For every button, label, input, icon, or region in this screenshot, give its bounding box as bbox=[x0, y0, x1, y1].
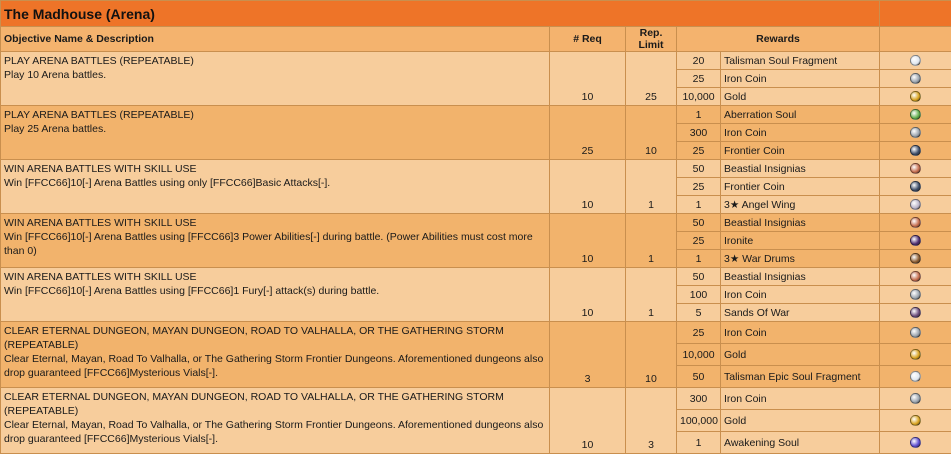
reward-quantity: 50 bbox=[677, 214, 721, 232]
beastial-insignia-icon bbox=[910, 163, 921, 174]
reward-quantity: 1 bbox=[677, 432, 721, 454]
reward-name: Sands Of War bbox=[721, 304, 880, 322]
req-count: 25 bbox=[550, 106, 626, 160]
objective-cell bbox=[1, 52, 550, 106]
objective-cell bbox=[1, 214, 550, 268]
reward-name: 3★ War Drums bbox=[721, 250, 880, 268]
reward-quantity: 25 bbox=[677, 232, 721, 250]
iron-coin-icon bbox=[910, 327, 921, 338]
awakening-soul-icon bbox=[910, 437, 921, 448]
req-count: 10 bbox=[550, 52, 626, 106]
reward-name: Talisman Epic Soul Fragment bbox=[721, 366, 880, 388]
reward-icon-cell bbox=[880, 70, 951, 88]
reward-icon-cell bbox=[880, 250, 951, 268]
reward-quantity: 100,000 bbox=[677, 410, 721, 432]
reward-icon-cell bbox=[880, 124, 951, 142]
reward-quantity: 100 bbox=[677, 286, 721, 304]
objective-cell bbox=[1, 388, 550, 454]
reward-name: Frontier Coin bbox=[721, 142, 880, 160]
objective-cell bbox=[1, 106, 550, 160]
reward-icon-cell bbox=[880, 432, 951, 454]
objective-cell bbox=[1, 268, 550, 322]
reward-name: Aberration Soul bbox=[721, 106, 880, 124]
title-row bbox=[1, 1, 951, 27]
sands-of-war-icon bbox=[910, 307, 921, 318]
objective-description: Win [FFCC66]10[-] Arena Battles using only [FFCC66]Basic Attacks[-]. bbox=[4, 177, 331, 189]
objective-reward-row bbox=[1, 322, 951, 344]
reward-quantity: 25 bbox=[677, 70, 721, 88]
reward-name: Gold bbox=[721, 410, 880, 432]
beastial-insignia-icon bbox=[910, 271, 921, 282]
reward-quantity: 50 bbox=[677, 268, 721, 286]
reward-name: 3★ Angel Wing bbox=[721, 196, 880, 214]
reward-icon-cell bbox=[880, 410, 951, 432]
reward-name: Frontier Coin bbox=[721, 178, 880, 196]
req-header: # Req bbox=[550, 27, 626, 52]
reward-quantity: 5 bbox=[677, 304, 721, 322]
reward-quantity: 1 bbox=[677, 106, 721, 124]
reward-icon-cell bbox=[880, 142, 951, 160]
reward-name: Iron Coin bbox=[721, 388, 880, 410]
reward-icon-cell bbox=[880, 268, 951, 286]
title-corner bbox=[880, 1, 951, 27]
reward-icon-cell bbox=[880, 106, 951, 124]
reward-icon-cell bbox=[880, 304, 951, 322]
reward-icon-cell bbox=[880, 388, 951, 410]
objective-description: Win [FFCC66]10[-] Arena Battles using [FFCC66]3 Power Abilities[-] during battle. (Power Abilities must cost more than 0) bbox=[4, 231, 533, 257]
reward-icon-cell bbox=[880, 286, 951, 304]
objective-name: PLAY ARENA BATTLES (REPEATABLE) bbox=[4, 55, 194, 67]
reward-quantity: 25 bbox=[677, 178, 721, 196]
page-title: The Madhouse (Arena) bbox=[1, 1, 880, 27]
talisman-icon bbox=[910, 55, 921, 66]
reward-quantity: 25 bbox=[677, 322, 721, 344]
objective-name: CLEAR ETERNAL DUNGEON, MAYAN DUNGEON, ROAD TO VALHALLA, OR THE GATHERING STORM (REPEATABLE) bbox=[4, 325, 504, 351]
beastial-insignia-icon bbox=[910, 217, 921, 228]
reward-icon-cell bbox=[880, 344, 951, 366]
objective-name: CLEAR ETERNAL DUNGEON, MAYAN DUNGEON, ROAD TO VALHALLA, OR THE GATHERING STORM (REPEATABLE) bbox=[4, 391, 504, 417]
iron-coin-icon bbox=[910, 393, 921, 404]
objective-name: WIN ARENA BATTLES WITH SKILL USE bbox=[4, 271, 197, 283]
objective-name: WIN ARENA BATTLES WITH SKILL USE bbox=[4, 163, 197, 175]
reward-icon-cell bbox=[880, 196, 951, 214]
rep-limit: 10 bbox=[626, 322, 677, 388]
objective-cell bbox=[1, 322, 550, 388]
reward-name: Iron Coin bbox=[721, 286, 880, 304]
iron-coin-icon bbox=[910, 127, 921, 138]
rep-limit: 10 bbox=[626, 106, 677, 160]
objective-reward-row bbox=[1, 106, 951, 124]
rep-limit: 1 bbox=[626, 268, 677, 322]
reward-name: Iron Coin bbox=[721, 70, 880, 88]
objective-description: Play 25 Arena battles. bbox=[4, 123, 107, 135]
objective-description: Play 10 Arena battles. bbox=[4, 69, 107, 81]
reward-name: Gold bbox=[721, 344, 880, 366]
req-count: 10 bbox=[550, 388, 626, 454]
objective-name: WIN ARENA BATTLES WITH SKILL USE bbox=[4, 217, 197, 229]
gold-icon bbox=[910, 415, 921, 426]
war-drums-icon bbox=[910, 253, 921, 264]
iron-coin-icon bbox=[910, 73, 921, 84]
reward-icon-cell bbox=[880, 322, 951, 344]
ironite-icon bbox=[910, 235, 921, 246]
objective-description: Win [FFCC66]10[-] Arena Battles using [FFCC66]1 Fury[-] attack(s) during battle. bbox=[4, 285, 380, 297]
req-count: 10 bbox=[550, 214, 626, 268]
objective-reward-row bbox=[1, 268, 951, 286]
objectives-body bbox=[1, 52, 951, 454]
reward-name: Ironite bbox=[721, 232, 880, 250]
reward-icon-cell bbox=[880, 160, 951, 178]
reward-quantity: 300 bbox=[677, 124, 721, 142]
objective-name: PLAY ARENA BATTLES (REPEATABLE) bbox=[4, 109, 194, 121]
gold-icon bbox=[910, 349, 921, 360]
objective-header: Objective Name & Description bbox=[1, 27, 550, 52]
reward-name: Iron Coin bbox=[721, 124, 880, 142]
reward-name: Beastial Insignias bbox=[721, 214, 880, 232]
req-count: 10 bbox=[550, 268, 626, 322]
reward-quantity: 1 bbox=[677, 196, 721, 214]
reward-quantity: 50 bbox=[677, 160, 721, 178]
rep-limit: 1 bbox=[626, 160, 677, 214]
reward-quantity: 10,000 bbox=[677, 88, 721, 106]
rep-limit: 25 bbox=[626, 52, 677, 106]
talisman-epic-icon bbox=[910, 371, 921, 382]
header-row bbox=[1, 27, 951, 52]
reward-name: Iron Coin bbox=[721, 322, 880, 344]
reward-icon-cell bbox=[880, 52, 951, 70]
objective-cell bbox=[1, 160, 550, 214]
objective-reward-row bbox=[1, 52, 951, 70]
rewards-header: Rewards bbox=[677, 27, 880, 52]
angel-wing-icon bbox=[910, 199, 921, 210]
rep-limit: 1 bbox=[626, 214, 677, 268]
reward-name: Beastial Insignias bbox=[721, 160, 880, 178]
iron-coin-icon bbox=[910, 289, 921, 300]
reward-icon-cell bbox=[880, 178, 951, 196]
req-count: 10 bbox=[550, 160, 626, 214]
reward-name: Gold bbox=[721, 88, 880, 106]
reward-quantity: 25 bbox=[677, 142, 721, 160]
reward-quantity: 1 bbox=[677, 250, 721, 268]
objective-reward-row bbox=[1, 388, 951, 410]
gold-icon bbox=[910, 91, 921, 102]
reward-icon-cell bbox=[880, 214, 951, 232]
reward-name: Talisman Soul Fragment bbox=[721, 52, 880, 70]
reward-name: Beastial Insignias bbox=[721, 268, 880, 286]
frontier-coin-icon bbox=[910, 181, 921, 192]
aberration-soul-icon bbox=[910, 109, 921, 120]
req-count: 3 bbox=[550, 322, 626, 388]
objective-reward-row bbox=[1, 160, 951, 178]
frontier-coin-icon bbox=[910, 145, 921, 156]
reward-icon-cell bbox=[880, 232, 951, 250]
reward-quantity: 10,000 bbox=[677, 344, 721, 366]
limit-header: Rep. Limit bbox=[626, 27, 677, 52]
rep-limit: 3 bbox=[626, 388, 677, 454]
reward-icon-cell bbox=[880, 366, 951, 388]
objective-description: Clear Eternal, Mayan, Road To Valhalla, or The Gathering Storm Frontier Dungeons. Aforementioned dungeons also drop guaranteed [FFCC66]Mysterious Vials[-]. bbox=[4, 353, 544, 379]
reward-name: Awakening Soul bbox=[721, 432, 880, 454]
reward-quantity: 20 bbox=[677, 52, 721, 70]
reward-quantity: 300 bbox=[677, 388, 721, 410]
reward-quantity: 50 bbox=[677, 366, 721, 388]
reward-icon-cell bbox=[880, 88, 951, 106]
objective-description: Clear Eternal, Mayan, Road To Valhalla, or The Gathering Storm Frontier Dungeons. Aforementioned dungeons also drop guaranteed [FFCC66]Mysterious Vials[-]. bbox=[4, 419, 544, 445]
objective-reward-row bbox=[1, 214, 951, 232]
icon-header bbox=[880, 27, 951, 52]
